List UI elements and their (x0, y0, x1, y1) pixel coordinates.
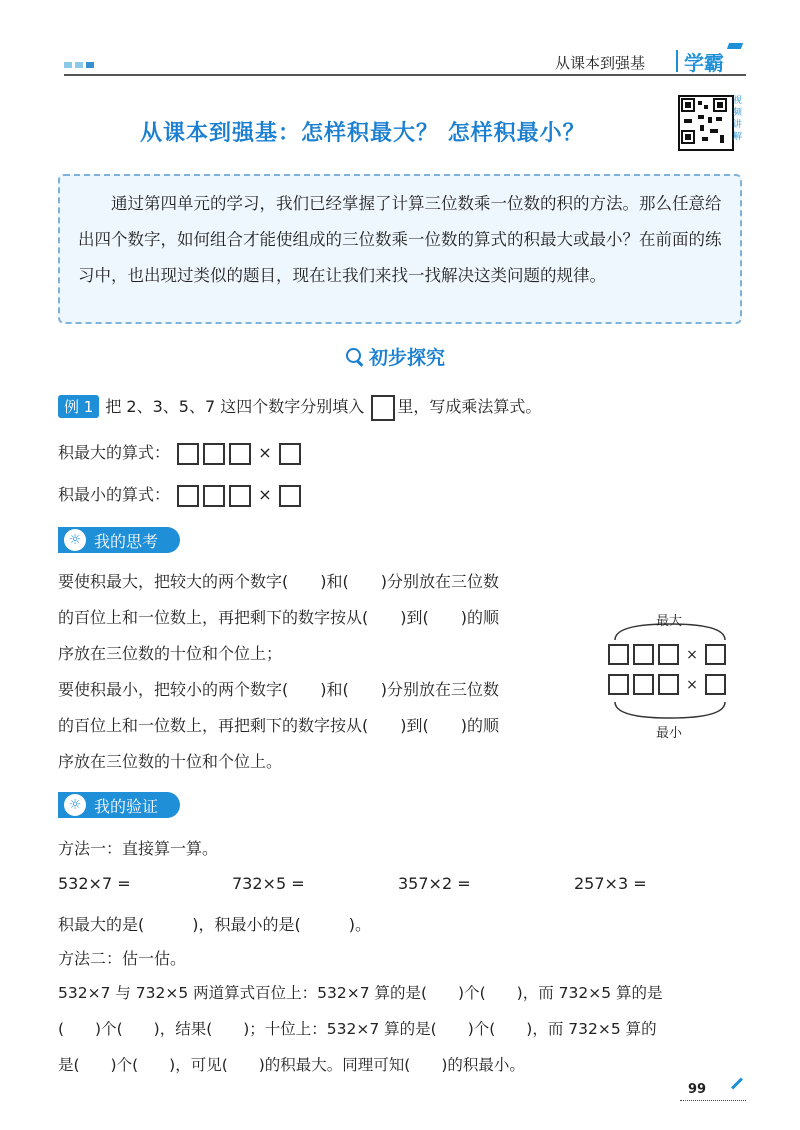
max-min-diagram (600, 610, 740, 740)
estimate-line: ( )个( )，结果( )；十位上：532×7 算的是( )个( )，而 732×5 算的 (58, 1020, 657, 1038)
diagram-times: × (686, 647, 698, 663)
intro-box: 通过第四单元的学习，我们已经掌握了计算三位数乘一位数的积的方法。那么任意给出四个数字，如何组合才能使组成的三位数乘一位数的算式的积最大或最小？在前面的练习中，也出现过类似的题目，现在让我们来找一找解决这类问题的规律。 (58, 174, 742, 324)
header-series-title: 从课本到强基 (555, 54, 646, 72)
example-tag: 例 1 (58, 395, 99, 418)
min-digit-box[interactable] (229, 485, 251, 507)
result-line: 积最大的是( )，积最小的是( )。 (58, 915, 371, 934)
min-digit-box[interactable] (177, 485, 199, 507)
page-number: 99 (688, 1082, 707, 1097)
calc-item: 257×3 = (574, 874, 647, 893)
thinking-line: 要使积最大，把较大的两个数字( )和( )分别放在三位数 (58, 572, 499, 591)
max-label: 积最大的算式： (58, 443, 171, 462)
diagram-box (658, 674, 679, 695)
times-sign: × (258, 485, 272, 504)
magnifier-icon (345, 347, 365, 367)
pencil-icon (731, 1077, 743, 1089)
estimate-line: 是( )个( )，可见( )的积最大。同理可知( )的积最小。 (58, 1056, 525, 1074)
thinking-line: 序放在三位数的十位和个位上； (58, 644, 283, 663)
thinking-line: 序放在三位数的十位和个位上。 (58, 752, 283, 771)
footer-rule (680, 1100, 746, 1102)
max-digit-box[interactable] (279, 443, 301, 465)
method-one: 方法一：直接算一算。 (58, 839, 219, 858)
min-label: 积最小的算式： (58, 485, 171, 504)
diagram-box (633, 644, 654, 665)
diagram-min-row (606, 674, 728, 695)
header-decoration (64, 62, 94, 68)
min-digit-box[interactable] (203, 485, 225, 507)
thinking-banner-label: 我的思考 (94, 531, 159, 551)
estimate-paragraph (58, 975, 663, 1083)
page-title: 从课本到强基：怎样积最大？ 怎样积最小？ (140, 121, 586, 146)
diagram-box (705, 674, 726, 695)
calc-item: 357×2 = (398, 874, 471, 893)
max-expression-row (58, 440, 303, 465)
diagram-box (705, 644, 726, 665)
times-sign: × (258, 443, 272, 462)
diagram-max-row (606, 644, 728, 665)
header-separator (676, 50, 678, 72)
header-brand-logo: 学霸 (684, 51, 724, 75)
calc-item: 732×5 = (232, 874, 305, 893)
diagram-times: × (686, 677, 698, 693)
lightbulb-icon: ☼ (64, 529, 86, 551)
verify-banner-label: 我的验证 (94, 796, 159, 816)
thinking-line: 的百位上和一位数上，再把剩下的数字按从( )到( )的顺 (58, 716, 499, 735)
thinking-paragraph (58, 564, 499, 780)
diagram-box (608, 644, 629, 665)
diagram-min-label: 最小 (656, 726, 683, 741)
answer-box-sample (371, 395, 395, 421)
thinking-line: 要使积最小，把较小的两个数字( )和( )分别放在三位数 (58, 680, 499, 699)
max-digit-box[interactable] (229, 443, 251, 465)
min-expression-row (58, 482, 303, 507)
max-digit-box[interactable] (177, 443, 199, 465)
section-heading (345, 343, 445, 370)
grad-cap-icon (727, 43, 743, 49)
diagram-box (608, 674, 629, 695)
example-text-before: 把 2、3、5、7 这四个数字分别填入 (105, 397, 365, 416)
diagram-box (633, 674, 654, 695)
verify-banner (58, 792, 180, 818)
example-question (58, 394, 541, 421)
max-digit-box[interactable] (203, 443, 225, 465)
example-text-after: 里，写成乘法算式。 (397, 397, 542, 416)
section-title: 初步探究 (369, 347, 446, 369)
diagram-box (658, 644, 679, 665)
thinking-line: 的百位上和一位数上，再把剩下的数字按从( )到( )的顺 (58, 608, 499, 627)
qr-label: 视频讲解 (733, 96, 743, 142)
thinking-banner (58, 527, 180, 553)
qr-code-icon[interactable] (678, 95, 734, 151)
method-two: 方法二：估一估。 (58, 949, 187, 968)
lightbulb-icon: ☼ (64, 794, 86, 816)
header-rule (64, 74, 746, 76)
min-digit-box[interactable] (279, 485, 301, 507)
estimate-line: 532×7 与 732×5 两道算式百位上：532×7 算的是( )个( )，而 732×5 算的是 (58, 984, 663, 1002)
diagram-max-label: 最大 (656, 614, 683, 629)
calc-item: 532×7 = (58, 874, 131, 893)
